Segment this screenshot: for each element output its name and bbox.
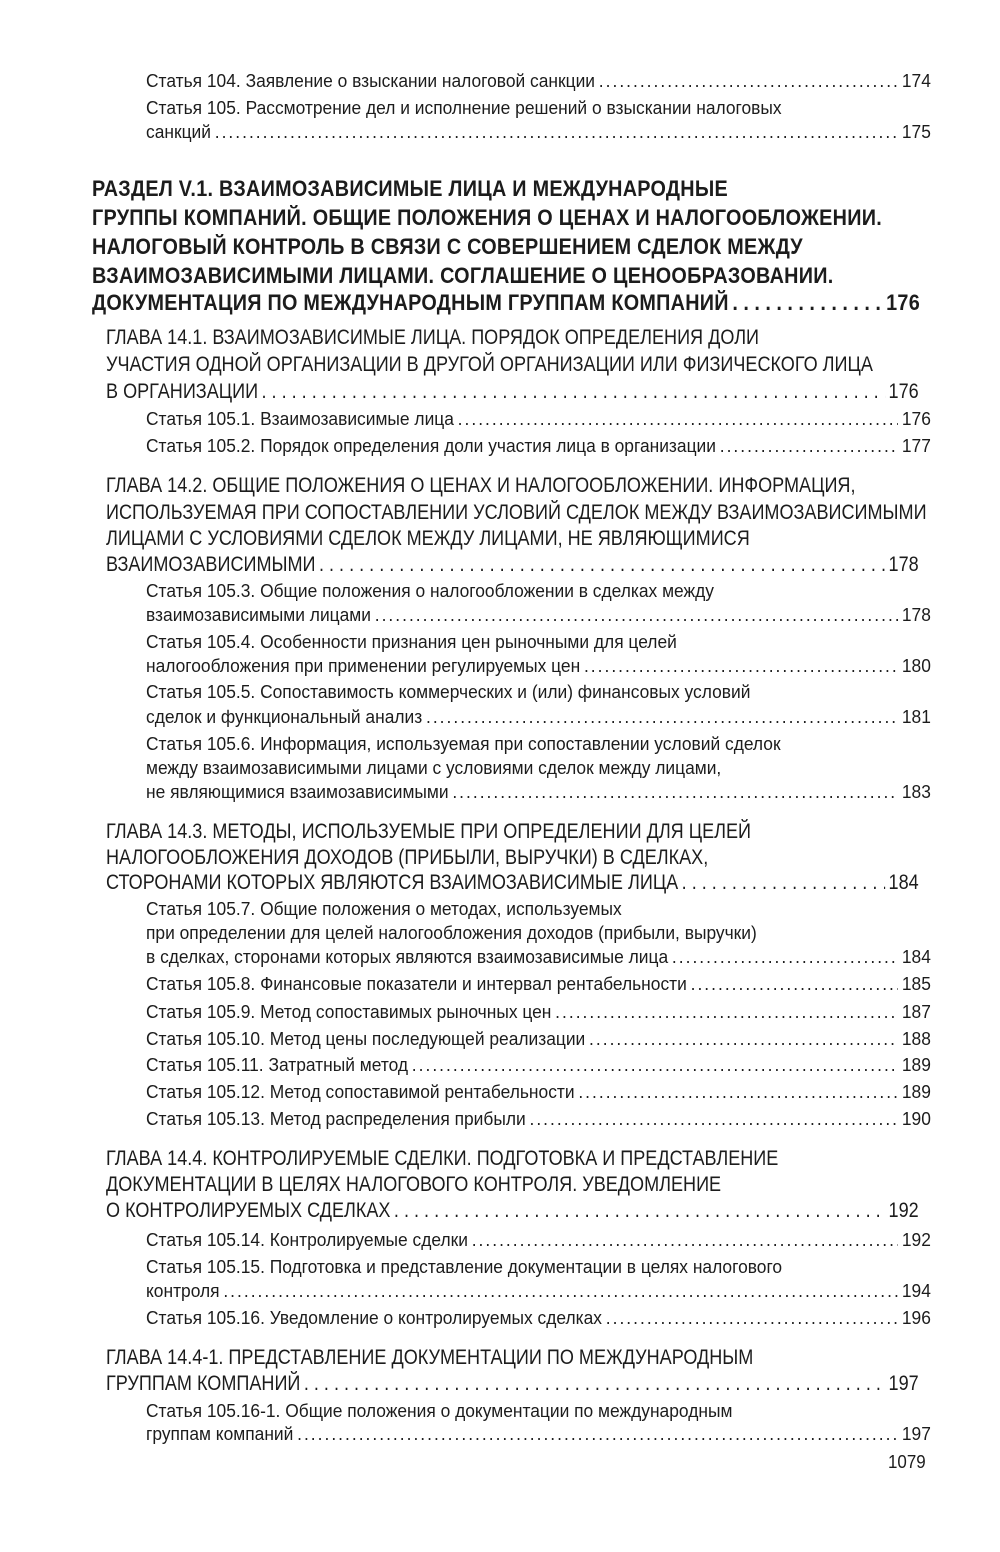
toc-entry-article[interactable] bbox=[146, 1280, 931, 1301]
leader-dots bbox=[412, 1054, 898, 1075]
toc-entry-article[interactable] bbox=[146, 1054, 931, 1075]
entry-title: Статья 105.2. Порядок определения доли участия лица в организации bbox=[146, 435, 716, 456]
page-number: 196 bbox=[901, 1307, 931, 1328]
toc-chapter[interactable] bbox=[106, 353, 873, 377]
toc-section-heading[interactable] bbox=[92, 263, 833, 288]
chapter-title: О КОНТРОЛИРУЕМЫХ СДЕЛКАХ bbox=[106, 1199, 391, 1222]
leader-dots bbox=[584, 655, 898, 676]
leader-dots bbox=[606, 1307, 898, 1328]
page-number: 177 bbox=[901, 435, 931, 456]
toc-chapter[interactable] bbox=[106, 820, 751, 844]
page-number: 189 bbox=[901, 1081, 931, 1102]
section-title: НАЛОГОВЫЙ КОНТРОЛЬ В СВЯЗИ С СОВЕРШЕНИЕМ СДЕЛОК МЕЖДУ bbox=[92, 234, 803, 259]
toc-entry-article[interactable] bbox=[146, 655, 931, 676]
entry-title: группам компаний bbox=[146, 1423, 294, 1444]
toc-entry-article[interactable] bbox=[146, 70, 931, 91]
entry-title: сделок и функциональный анализ bbox=[146, 706, 423, 727]
toc-entry-article[interactable] bbox=[146, 631, 677, 652]
entry-title: Статья 105.5. Сопоставимость коммерческих и (или) финансовых условий bbox=[146, 681, 751, 702]
toc-entry-article[interactable] bbox=[146, 1108, 931, 1129]
entry-title: Статья 105.16-1. Общие положения о документации по международным bbox=[146, 1400, 733, 1421]
leader-dots bbox=[672, 946, 898, 967]
chapter-title: ГЛАВА 14.4. КОНТРОЛИРУЕМЫЕ СДЕЛКИ. ПОДГОТОВКА И ПРЕДСТАВЛЕНИЕ bbox=[106, 1147, 779, 1170]
page-number: 184 bbox=[901, 946, 931, 967]
entry-title: взаимозависимыми лицами bbox=[146, 604, 371, 625]
leader-dots bbox=[394, 1199, 885, 1223]
entry-title: Статья 105.3. Общие положения о налогообложении в сделках между bbox=[146, 580, 714, 601]
page-number: 192 bbox=[888, 1199, 919, 1222]
entry-title: Статья 104. Заявление о взыскании налоговой санкции bbox=[146, 70, 596, 91]
toc-entry-article[interactable] bbox=[146, 1001, 931, 1022]
toc-chapter[interactable] bbox=[106, 553, 919, 577]
entry-title: контроля bbox=[146, 1280, 220, 1301]
entry-title: Статья 105.8. Финансовые показатели и интервал рентабельности bbox=[146, 973, 687, 994]
toc-chapter[interactable] bbox=[106, 380, 919, 404]
toc-chapter[interactable] bbox=[106, 846, 708, 870]
entry-title: Статья 105.15. Подготовка и представление документации в целях налогового bbox=[146, 1256, 783, 1277]
entry-title: Статья 105.4. Особенности признания цен рыночными для целей bbox=[146, 631, 677, 652]
toc-section-heading[interactable] bbox=[92, 290, 920, 315]
section-title: ДОКУМЕНТАЦИЯ ПО МЕЖДУНАРОДНЫМ ГРУППАМ КОМПАНИЙ bbox=[92, 290, 729, 315]
toc-chapter[interactable] bbox=[106, 1147, 778, 1171]
toc-entry-article[interactable] bbox=[146, 1400, 732, 1421]
toc-entry-article[interactable] bbox=[146, 1423, 931, 1444]
entry-title: налогообложения при применении регулируемых цен bbox=[146, 655, 581, 676]
entry-title: Статья 105.9. Метод сопоставимых рыночных цен bbox=[146, 1001, 552, 1022]
page-number: 194 bbox=[901, 1280, 931, 1301]
entry-title: Статья 105. Рассмотрение дел и исполнение решений о взыскании налоговых bbox=[146, 97, 782, 118]
leader-dots bbox=[215, 121, 898, 142]
toc-chapter[interactable] bbox=[106, 871, 919, 895]
entry-title: Статья 105.13. Метод распределения прибыли bbox=[146, 1108, 526, 1129]
toc-chapter[interactable] bbox=[106, 527, 750, 551]
leader-dots bbox=[426, 706, 898, 727]
leader-dots bbox=[732, 290, 882, 315]
leader-dots bbox=[555, 1001, 898, 1022]
toc-entry-article[interactable] bbox=[146, 706, 931, 727]
toc-entry-article[interactable] bbox=[146, 121, 931, 142]
entry-title: Статья 105.6. Информация, используемая при сопоставлении условий сделок bbox=[146, 733, 781, 754]
entry-title: в сделках, сторонами которых являются взаимозависимые лица bbox=[146, 946, 669, 967]
toc-entry-article[interactable] bbox=[146, 922, 757, 943]
entry-title: Статья 105.1. Взаимозависимые лица bbox=[146, 408, 454, 429]
leader-dots bbox=[589, 1028, 898, 1049]
page-number: 189 bbox=[901, 1054, 931, 1075]
leader-dots bbox=[682, 871, 885, 895]
page-folio-number: 1079 bbox=[888, 1452, 926, 1472]
toc-section-heading[interactable] bbox=[92, 234, 803, 259]
entry-title: при определении для целей налогообложения доходов (прибыли, выручки) bbox=[146, 922, 757, 943]
leader-dots bbox=[452, 781, 898, 802]
leader-dots bbox=[262, 380, 886, 404]
leader-dots bbox=[691, 973, 899, 994]
leader-dots bbox=[304, 1372, 885, 1396]
chapter-title: В ОРГАНИЗАЦИИ bbox=[106, 380, 259, 403]
toc-entry-article[interactable] bbox=[146, 580, 714, 601]
leader-dots bbox=[529, 1108, 898, 1129]
page-number: 176 bbox=[886, 290, 920, 315]
leader-dots bbox=[578, 1081, 898, 1102]
section-title: ВЗАИМОЗАВИСИМЫМИ ЛИЦАМИ. СОГЛАШЕНИЕ О ЦЕНООБРАЗОВАНИИ. bbox=[92, 263, 834, 288]
page-number: 180 bbox=[901, 655, 931, 676]
page-number: 183 bbox=[901, 781, 931, 802]
toc-chapter[interactable] bbox=[106, 1346, 753, 1370]
toc-entry-article[interactable] bbox=[146, 408, 931, 429]
leader-dots bbox=[472, 1229, 898, 1250]
entry-title: между взаимозависимыми лицами с условиями сделок между лицами, bbox=[146, 757, 722, 778]
toc-entry-article[interactable] bbox=[146, 1028, 931, 1049]
toc-entry-article[interactable] bbox=[146, 1081, 931, 1102]
entry-title: Статья 105.10. Метод цены последующей реализации bbox=[146, 1028, 586, 1049]
page-number: 178 bbox=[901, 604, 931, 625]
entry-title: Статья 105.16. Уведомление о контролируемых сделках bbox=[146, 1307, 603, 1328]
toc-chapter[interactable] bbox=[106, 501, 927, 525]
entry-title: не являющимися взаимозависимыми bbox=[146, 781, 449, 802]
entry-title: санкций bbox=[146, 121, 211, 142]
page-number: 197 bbox=[888, 1372, 919, 1395]
chapter-title: УЧАСТИЯ ОДНОЙ ОРГАНИЗАЦИИ В ДРУГОЙ ОРГАНИЗАЦИИ ИЛИ ФИЗИЧЕСКОГО ЛИЦА bbox=[106, 353, 873, 376]
page-number: 197 bbox=[901, 1423, 931, 1444]
chapter-title: ГЛАВА 14.2. ОБЩИЕ ПОЛОЖЕНИЯ О ЦЕНАХ И НАЛОГООБЛОЖЕНИИ. ИНФОРМАЦИЯ, bbox=[106, 474, 856, 497]
section-title: ГРУППЫ КОМПАНИЙ. ОБЩИЕ ПОЛОЖЕНИЯ О ЦЕНАХ И НАЛОГООБЛОЖЕНИИ. bbox=[92, 205, 882, 230]
chapter-title: ИСПОЛЬЗУЕМАЯ ПРИ СОПОСТАВЛЕНИИ УСЛОВИЙ СДЕЛОК МЕЖДУ ВЗАИМОЗАВИСИМЫМИ bbox=[106, 501, 927, 524]
toc-chapter[interactable] bbox=[106, 1372, 919, 1396]
page-number: 178 bbox=[888, 553, 919, 576]
toc-section-heading[interactable] bbox=[92, 176, 728, 201]
chapter-title: ВЗАИМОЗАВИСИМЫМИ bbox=[106, 553, 316, 576]
toc-entry-article[interactable] bbox=[146, 946, 931, 967]
entry-title: Статья 105.12. Метод сопоставимой рентабельности bbox=[146, 1081, 575, 1102]
leader-dots bbox=[375, 604, 898, 625]
page-number: 176 bbox=[888, 380, 919, 403]
chapter-title: ГЛАВА 14.4-1. ПРЕДСТАВЛЕНИЕ ДОКУМЕНТАЦИИ ПО МЕЖДУНАРОДНЫМ bbox=[106, 1346, 754, 1369]
toc-entry-article[interactable] bbox=[146, 97, 782, 118]
page-number: 188 bbox=[901, 1028, 931, 1049]
leader-dots bbox=[458, 408, 898, 429]
page-number: 175 bbox=[901, 121, 931, 142]
chapter-title: ГРУППАМ КОМПАНИЙ bbox=[106, 1372, 301, 1395]
page-number: 187 bbox=[901, 1001, 931, 1022]
leader-dots bbox=[720, 435, 898, 456]
page-number: 174 bbox=[901, 70, 931, 91]
page-number: 181 bbox=[901, 706, 931, 727]
toc-entry-article[interactable] bbox=[146, 1256, 782, 1277]
toc-entry-article[interactable] bbox=[146, 1229, 931, 1250]
page-number: 192 bbox=[901, 1229, 931, 1250]
chapter-title: ДОКУМЕНТАЦИИ В ЦЕЛЯХ НАЛОГОВОГО КОНТРОЛЯ. УВЕДОМЛЕНИЕ bbox=[106, 1173, 722, 1196]
chapter-title: ЛИЦАМИ С УСЛОВИЯМИ СДЕЛОК МЕЖДУ ЛИЦАМИ, НЕ ЯВЛЯЮЩИМИСЯ bbox=[106, 527, 750, 550]
entry-title: Статья 105.7. Общие положения о методах, используемых bbox=[146, 898, 622, 919]
toc-chapter[interactable] bbox=[106, 326, 759, 350]
leader-dots bbox=[319, 553, 885, 577]
entry-title: Статья 105.14. Контролируемые сделки bbox=[146, 1229, 468, 1250]
toc-entry-article[interactable] bbox=[146, 973, 931, 994]
toc-chapter[interactable] bbox=[106, 1173, 721, 1197]
page-number: 184 bbox=[888, 871, 919, 894]
chapter-title: ГЛАВА 14.1. ВЗАИМОЗАВИСИМЫЕ ЛИЦА. ПОРЯДОК ОПРЕДЕЛЕНИЯ ДОЛИ bbox=[106, 326, 760, 349]
page-number: 185 bbox=[901, 973, 931, 994]
leader-dots bbox=[599, 70, 898, 91]
toc-entry-article[interactable] bbox=[146, 604, 931, 625]
toc-entry-article[interactable] bbox=[146, 757, 721, 778]
toc-entry-article[interactable] bbox=[146, 898, 622, 919]
toc-chapter[interactable] bbox=[106, 1199, 919, 1223]
toc-entry-article[interactable] bbox=[146, 1307, 931, 1328]
toc-entry-article[interactable] bbox=[146, 733, 781, 754]
toc-section-heading[interactable] bbox=[92, 205, 882, 230]
chapter-title: ГЛАВА 14.3. МЕТОДЫ, ИСПОЛЬЗУЕМЫЕ ПРИ ОПРЕДЕЛЕНИИ ДЛЯ ЦЕЛЕЙ bbox=[106, 820, 752, 843]
toc-entry-article[interactable] bbox=[146, 781, 931, 802]
chapter-title: НАЛОГООБЛОЖЕНИЯ ДОХОДОВ (ПРИБЫЛИ, ВЫРУЧКИ) В СДЕЛКАХ, bbox=[106, 846, 709, 869]
section-title: РАЗДЕЛ V.1. ВЗАИМОЗАВИСИМЫЕ ЛИЦА И МЕЖДУНАРОДНЫЕ bbox=[92, 176, 729, 201]
page-number: 190 bbox=[901, 1108, 931, 1129]
entry-title: Статья 105.11. Затратный метод bbox=[146, 1054, 409, 1075]
leader-dots bbox=[223, 1280, 898, 1301]
toc-entry-article[interactable] bbox=[146, 681, 750, 702]
toc-chapter[interactable] bbox=[106, 474, 855, 498]
toc-entry-article[interactable] bbox=[146, 435, 931, 456]
page-number: 176 bbox=[901, 408, 931, 429]
chapter-title: СТОРОНАМИ КОТОРЫХ ЯВЛЯЮТСЯ ВЗАИМОЗАВИСИМЫЕ ЛИЦА bbox=[106, 871, 679, 894]
leader-dots bbox=[297, 1423, 898, 1444]
